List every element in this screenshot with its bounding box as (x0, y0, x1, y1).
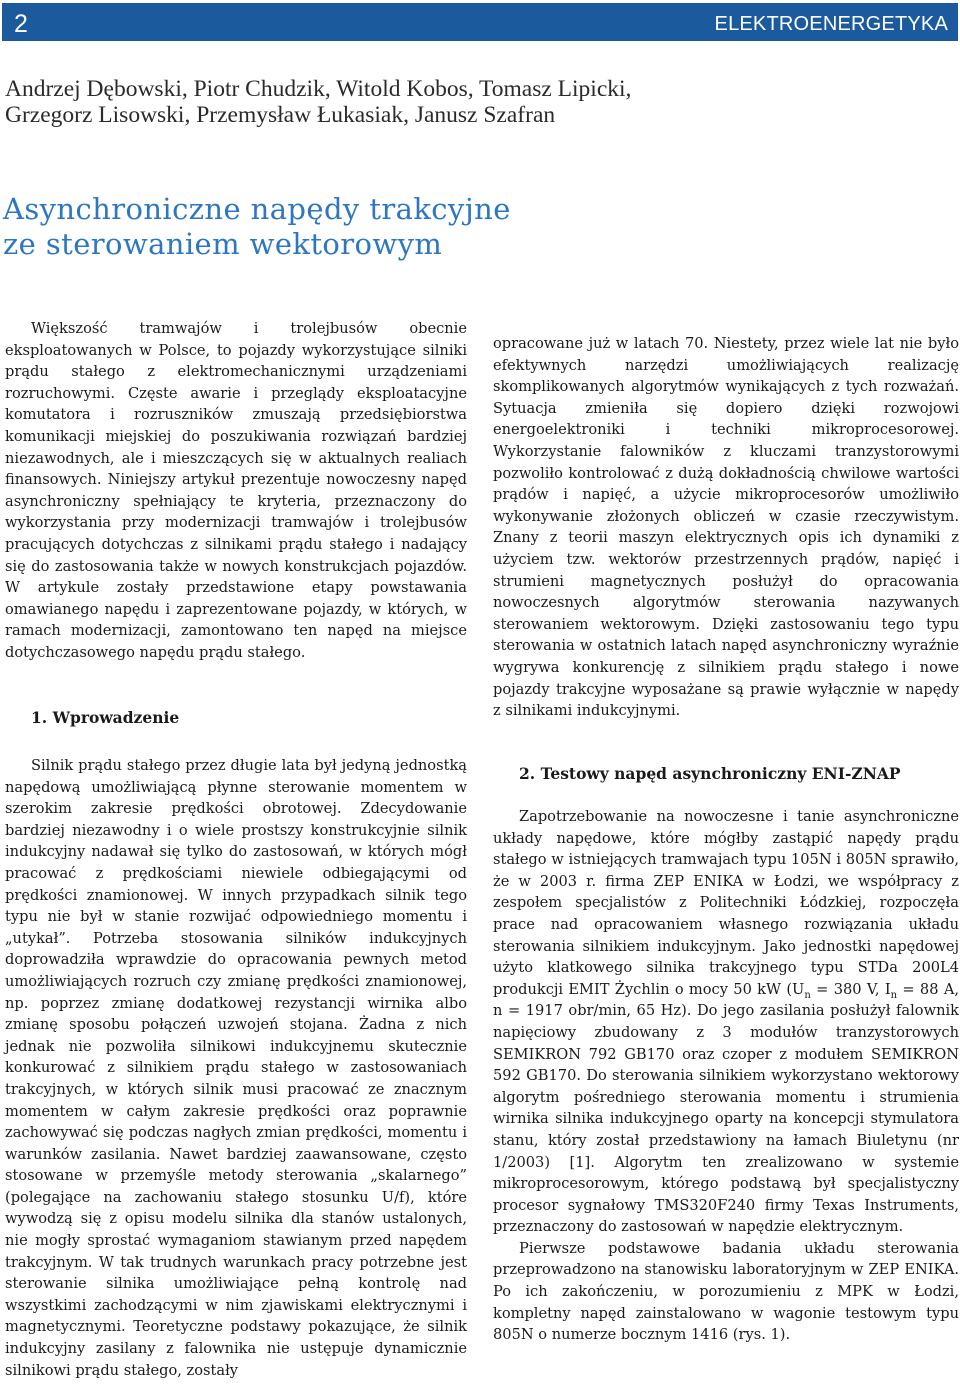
section-1-continuation-text: opracowane już w latach 70. Niestety, przez wiele lat nie było efektywnych narzędzi umożliwiających realizację skomplikowanych algorytmów wynikających z tych rozważań. Sytuacja zmieniła się dopiero dzięki rozwojowi energoelektroniki i techniki mikroprocesorowej. Wykorzystanie falowników z kluczami tranzystorowymi pozwoliło kontrolować z dużą dokładnością chwilowe wartości prądów i napięć, a użycie mikroprocesorów umożliwiło wykonywanie złożonych obliczeń w czasie rzeczywistym. Znany z teorii maszyn elektrycznych opis ich dynamiki z użyciem tzw. wektorów przestrzennych prądów, napięć i strumieni magnetycznych posłużył do opracowania nowoczesnych algorytmów sterowania nazywanych sterowaniem wektorowym. Dzięki zastosowaniu tego typu sterowania w ostatnich latach napęd asynchroniczny wyraźnie wygrywa konkurencję z silnikiem prądu stałego i nowe pojazdy trakcyjne wyposażane są prawie wyłącznie w napędy z silnikami indukcyjnymi. (493, 335, 959, 720)
s2-p1-part1: Zapotrzebowanie na nowoczesne i tanie asynchroniczne układy napędowe, które mógłby zastąpić napędy prądu stałego w istniejących tramwajach typu 105N i 805N sprawiło, że w 2003 r. firma ZEP ENIKA w Łodzi, we współpracy z zespołem specjalistów z Politechniki Łódzkiej, rozpoczęła prace nad opracowaniem własnego rozwiązania układu sterowania silnikiem indukcyjnym. Jako jednostki napędowej użyto klatkowego silnika trakcyjnego typu STDa 200L4 produkcji EMIT Żychlin o mocy 50 kW (U (493, 808, 959, 998)
subscript-n-2: n (890, 989, 898, 1001)
section-2-paragraph-1 (493, 806, 959, 1238)
title-line-2: ze sterowaniem wektorowym (3, 227, 443, 261)
authors-line-2: Grzegorz Lisowski, Przemysław Łukasiak, Janusz Szafran (5, 102, 556, 128)
section-1-heading: 1. Wprowadzenie (31, 708, 180, 727)
section-1-body (5, 755, 467, 1381)
s2-p1-part2: = 380 V, I (810, 980, 891, 998)
article-title (3, 192, 943, 262)
title-line-1: Asynchroniczne napędy trakcyjne (3, 192, 511, 226)
header-bar (2, 3, 958, 41)
abstract-text: Większość tramwajów i trolejbusów obecnie eksploatowanych w Polsce, to pojazdy wykorzystujące silniki prądu stałego z elektromechanicznymi urządzeniami rozruchowymi. Częste awarie i przeglądy eksploatacyjne komutatora i rozruszników zmuszają przedsiębiorstwa komunikacji miejskiej do poszukiwania rozwiązań bardziej niezawodnych, ale i mieszczących się w aktualnych realiach finansowych. Niniejszy artykuł prezentuje nowoczesny napęd asynchroniczny spełniający te kryteria, przeznaczony do wykorzystania przy modernizacji tramwajów i trolejbusów pracujących dotychczas z silnikami prądu stałego i nadający się do zastosowania także w nowych konstrukcjach pojazdów. W artykule zostały przedstawione etapy powstawania omawianego napędu i zaprezentowane pojazdy, w których, w ramach modernizacji, zamontowano ten napęd na miejsce dotychczasowego napędu prądu stałego. (5, 320, 467, 661)
authors (5, 76, 945, 128)
section-1-continuation (493, 333, 959, 722)
page-number: 2 (14, 10, 28, 38)
abstract (5, 318, 467, 664)
section-2-body (493, 806, 959, 1346)
section-2-paragraph-2: Pierwsze podstawowe badania układu sterowania przeprowadzono na stanowisku laboratoryjnym w ZEP ENIKA. Po ich zakończeniu, w porozumieniu z MPK w Łodzi, kompletny napęd zainstalowano w wagonie testowym typu 805N o numerze bocznym 1416 (rys. 1). (493, 1239, 959, 1344)
s2-p1-part3: = 88 A, n = 1917 obr/min, 65 Hz). Do jego zasilania posłużył falownik napięciowy zbudowany z 3 modułów tranzystorowych SEMIKRON 792 GB170 oraz czoper z modułem SEMIKRON 592 GB170. Do sterowania silnikiem wykorzystano wektorowy algorytm pośredniego sterowania momentu i strumienia wirnika silnika indukcyjnego oparty na koncepcji stymulatora stanu, który został przedstawiony na łamach Biuletynu (nr 1/2003) [1]. Algorytm ten zrealizowano w systemie mikroprocesorowym, którego podstawą był specjalistyczny procesor sygnałowy TMS320F240 firmy Texas Instruments, przeznaczony do zastosowań w napędzie elektrycznym. (493, 980, 959, 1236)
subscript-n-1: n (804, 989, 811, 1001)
section-name: ELEKTROENERGETYKA (714, 13, 948, 35)
section-2-heading: 2. Testowy napęd asynchroniczny ENI-ZNAP (519, 764, 901, 783)
section-1-text: Silnik prądu stałego przez długie lata był jedyną jednostką napędową umożliwiającą płynne sterowanie momentem w szerokim zakresie prędkości obrotowej. Zdecydowanie bardziej niezawodny i o wiele prostszy konstrukcyjnie silnik indukcyjny nadawał się tylko do zastosowań, w których mógł pracować z prędkościami niewiele odbiegającymi od prędkości znamionowej. W innych przypadkach silnik tego typu nie był w stanie rozwijać odpowiedniego momentu i „utykał”. Potrzeba stosowania silników indukcyjnych doprowadziła wprawdzie do opracowania pewnych metod umożliwiających rozruch czy zmianę prędkości znamionowej, np. poprzez zmianę dodatkowej rezystancji wirnika albo zmianę sposobu połączeń uzwojeń stojana. Żadna z nich jednak nie pozwoliła silnikowi indukcyjnemu skutecznie konkurować z silnikiem prądu stałego w zastosowaniach trakcyjnych, w których silnik musi pracować ze znacznym momentem w całym zakresie prędkości oraz poprawnie zachowywać się podczas nagłych zmian prędkości, momentu i warunków zasilania. Nawet bardziej zaawansowane, często stosowane w przemyśle metody sterowania „skalarnego” (polegające na zachowaniu stałego stosunku U/f), które wywodzą się z opisu modelu silnika dla stanów ustalonych, nie mogły sprostać wymaganiom stawianym przed napędem trakcyjnym. W tak trudnych warunkach pracy potrzebne jest sterowanie silnika umożliwiające pełną kontrolę nad wszystkimi zachodzącymi w nim zjawiskami elektrycznymi i magnetycznymi. Teoretyczne podstawy pokazujące, że silnik indukcyjny zasilany z falownika nie ustępuje dynamicznie silnikowi prądu stałego, zostały (5, 757, 467, 1379)
authors-line-1: Andrzej Dębowski, Piotr Chudzik, Witold Kobos, Tomasz Lipicki, (5, 76, 632, 102)
